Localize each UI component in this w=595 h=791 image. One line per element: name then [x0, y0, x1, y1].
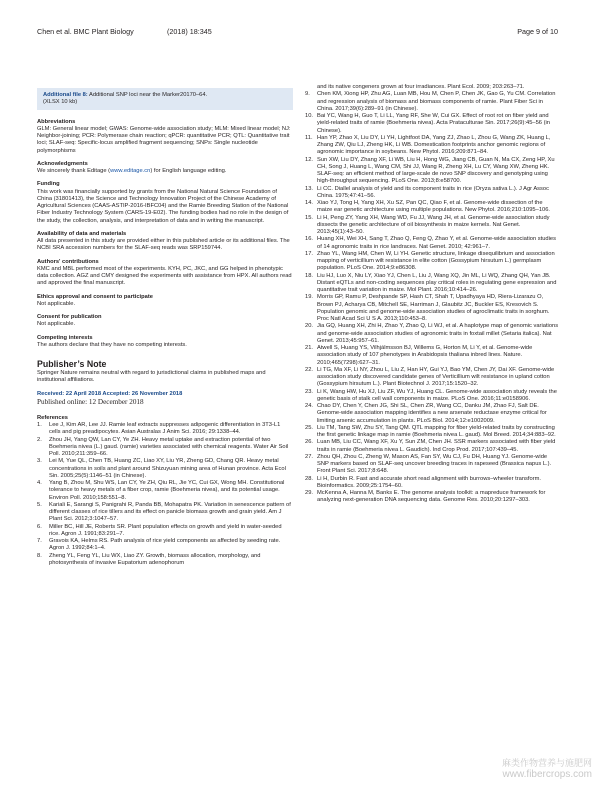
references-heading: References	[37, 414, 69, 421]
reference-item	[305, 84, 559, 91]
reference-number: 16.	[305, 236, 313, 243]
editage-link[interactable]: www.editage.cn	[110, 168, 151, 174]
reference-text: Morris GP, Ramu P, Deshpande SP, Hash CT, Shah T, Upadhyaya HD, Riera-Lizarazu O, Brown PJ, Acharya CB, Mitchell SE, Harriman J, Glaubitz JC, Buckler ES, Kresovich S. Population genomic and genome-wide association studies of agroclimatic traits in sorghum. Proc Natl Acad Sci U S A. 2013;110:453–8.	[317, 294, 550, 322]
journal-citation: Chen et al. BMC Plant Biology	[37, 27, 134, 36]
reference-item	[305, 476, 559, 491]
abbreviations-text: GLM: General linear model; GWAS: Genome-wide association study; MLM: Mixed linear model; NJ: Neighbor-joining; PCR: Polymerase chain reaction; qPCR: quantitative PCR; QTL: Quantitative trait loci; SLAF-seq: Specific-locus amplified fragment sequencing; SNPs: Single nucleotide polymorphisms	[37, 125, 291, 154]
page-number: Page 9 of 10	[517, 27, 558, 36]
reference-number: 22.	[305, 366, 313, 373]
reference-item	[305, 439, 559, 454]
reference-text: Li H, Durbin R. Fast and accurate short read alignment with burrows–wheeler transform. Bioinformatics. 2009;25:1754–60.	[317, 475, 542, 489]
reference-number: 25.	[305, 424, 313, 431]
year-article: (2018) 18:345	[167, 27, 212, 36]
reference-item	[305, 367, 559, 389]
ethics-text: Not applicable.	[37, 300, 76, 307]
site-watermark	[442, 758, 592, 788]
competing-heading: Competing interests	[37, 334, 93, 341]
consent-heading: Consent for publication	[37, 314, 102, 320]
reference-text: Chao DY, Chen Y, Chen JG, Shi SL, Chen ZR, Wang CC, Danku JM, Zhao FJ, Salt DE. Genome-wide association mapping identifies a new arsenate reductase enzyme critical for limiting arsenic accumulation in plants. PLoS Biol. 2014;12:e1002009.	[317, 403, 547, 424]
availability-text: All data presented in this study are provided either in this published article or its additional files. The NCBI SRA accession numbers for the SLAF-seq reads was SRP159744.	[37, 238, 290, 252]
reference-text: and its native congeners grown at four irradiances. Plant Ecol. 2009; 203:263–71.	[317, 84, 525, 90]
reference-number: 12.	[305, 156, 313, 163]
reference-item	[305, 403, 559, 425]
reference-text: Zhou JH, Yang QW, Lan CY, Ye ZH. Heavy metal uptake and extraction potential of two Boehmeria nivea (L.) gaud. (ramie) varieties associated with chemical reagents. Water Air Soil Poll. 2010;211:359–66.	[49, 436, 289, 457]
reference-number: 17.	[305, 250, 313, 257]
reference-number: 14.	[305, 200, 313, 206]
reference-text: Li H, Peng ZY, Yang XH, Wang WD, Fu JJ, Wang JH, et al. Genome-wide association study dissects the genetic architecture of oil biosynthesis in maize kernels. Nat Genet. 2013;45(1):43–50.	[317, 214, 550, 235]
reference-text: Zhou QH, Zhou C, Zheng W, Mason AS, Fan SY, Wu CJ, Fu DH, Huang YJ. Genome-wide SNP markers based on SLAF-seq uncover breeding traces in rapeseed (Brassica napus L.). Front Plant Sci. 2017;8:648.	[317, 453, 552, 475]
reference-number: 28.	[305, 475, 313, 482]
reference-number: 3.	[37, 458, 42, 465]
reference-item	[305, 323, 559, 345]
reference-item	[37, 538, 293, 553]
reference-text: Liu HJ, Luo X, Niu LY, Xiao YJ, Chen L, Liu J, Wang XQ, Jin ML, Li WQ, Zhang QH, Yan JB. Distant eQTLs and non-coding sequences play critical roles in regulating gene expression and quantitative trait variation in maize. Mol Plant. 2016;10:414–26.	[317, 272, 557, 293]
reference-text: Miller BC, Hill JE, Roberts SR. Plant population effects on growth and yield in water-seeded rice. Agron J. 1991;83:291–7.	[49, 523, 282, 537]
additional-file-box	[37, 88, 293, 110]
reference-text: Zheng YL, Feng YL, Liu WX, Liao ZY. Growth, biomass allocation, morphology, and photosynthesis of invasive Eupatorium adenophorum	[49, 552, 261, 566]
received-accepted-dates: Received: 22 April 2018 Accepted: 26 November 2018	[37, 390, 183, 397]
reference-item	[305, 135, 559, 157]
reference-number	[305, 84, 317, 91]
reference-item	[305, 113, 559, 135]
reference-item	[305, 490, 559, 505]
reference-text: Sun XW, Liu DY, Zhang XF, Li WB, Liu H, Hong WG, Jiang CB, Guan N, Ma CX, Zeng HP, Xu CH, Song J, Huang L, Wang CM, Shi JJ, Wang R, Zheng XH, Lu CY, Wang XW, Zheng HK. SLAF-seq: an efficient method of large-scale de novo SNP discovery and genotyping using high-throughput sequencing. PLoS One. 2013;8:e58700.	[317, 156, 555, 185]
reference-text: Bai YC, Wang H, Guo T, Li LL, Yang RF, She W, Cui GX. Effect of root rot on fiber yield and yield-related traits of ramie (Boehmeria nivea). Acta Prataculturae Sin. 2017;26(9):45–56 (in Chinese).	[317, 113, 550, 134]
reference-text: Li K, Wang HW, Hu XJ, Liu ZF, Wu YJ, Huang CL. Genome-wide association study reveals the genetic basis of stalk cell wall components in maize. PLoS One. 2016;11:e0158906.	[317, 388, 557, 402]
reference-text: Lei M, Yue QL, Chen TB, Huang ZC, Liao XY, Liu YR, Zheng GD, Chang QR. Heavy metal concentrations in soils and plant around Shizuyuan mining area of Hunan province. Acta Ecol Sin. 2005;25(5):1146–51 (in Chinese).	[49, 458, 286, 479]
reference-number: 29.	[305, 490, 313, 496]
reference-text: Gravois KA, Helms RS. Path analysis of rice yield components as affected by seeding rate. Agron J. 1992;84:1–4.	[49, 538, 281, 552]
reference-item	[305, 157, 559, 186]
acknowledgments-heading: Acknowledgments	[37, 160, 88, 167]
watermark-line1: 麻类作物营养与施肥网	[501, 758, 592, 768]
reference-number: 20.	[305, 323, 313, 330]
reference-number: 8.	[37, 552, 42, 559]
reference-item	[305, 345, 559, 367]
reference-text: Luan MB, Liu CC, Wang XF, Xu Y, Sun ZM, Chen JH. SSR markers associated with fiber yield traits in ramie (Boehmeria nivea L. Gaudich). Ind Crop Prod. 2017;107:439–45.	[317, 439, 556, 453]
reference-text: Li CC. Diallel analysis of yield and its component traits in rice (Oryza sativa L.). J Agr Assoc China. 1975;47:41–56.	[317, 185, 550, 199]
additional-file-format: (XLSX 10 kb)	[43, 99, 78, 106]
reference-number: 1.	[37, 422, 42, 428]
reference-item	[305, 425, 559, 440]
running-header	[37, 27, 558, 39]
funding-text: This work was financially supported by grants from the National Natural Science Foundation of China (31801413), the Science and Technology Innovation Project of the Chinese Academy of Agricultural Sciences (CAAS-ASTIP-2016-IBFC04) and the Ramie Breeding Station of the National Fiber Industry Technology System (CARS-19-E02). The funding bodies had no role in the design of the study, the collection, analysis, and interpretation of data and in writing the manuscript.	[37, 188, 289, 224]
contributions-text: KMC and MBL performed most of the experiments. KYH, PC, JKC, and GG helped in phenotypic data collection. AGZ and CMY designed the experiments with assistance from HPX. All authors read and approved the final manuscript.	[37, 265, 292, 287]
reference-number: 27.	[305, 453, 313, 460]
reference-number: 18.	[305, 272, 313, 279]
reference-number: 13.	[305, 185, 313, 192]
ethics-heading: Ethics approval and consent to participate	[37, 293, 153, 300]
reference-number: 21.	[305, 345, 313, 351]
reference-number: 2.	[37, 436, 42, 443]
reference-item	[37, 437, 293, 459]
reference-item	[37, 553, 293, 568]
left-column	[37, 86, 293, 567]
references-list-left	[37, 422, 293, 567]
references-list-right	[305, 84, 559, 505]
reference-text: Lee J, Kim AR, Lee JJ. Ramie leaf extracts suppresses adipogenic differentiation in 3T3-L1 cells and pig preadipocytes. Asian Australas J Anim Sci. 2016; 29:1338–44.	[49, 422, 281, 436]
reference-number: 15.	[305, 214, 313, 221]
reference-text: Zhao YL, Wang HM, Chen W, Li YH. Genetic structure, linkage disequilibrium and association mapping of verticillium wilt resistance in elite cotton (Gossypium hirsutum L.) germplasm population. PLoS One. 2014;9:e86308.	[317, 250, 555, 272]
reference-item	[37, 422, 293, 437]
reference-number: 5.	[37, 501, 42, 508]
reference-item	[305, 236, 559, 251]
contributions-heading: Authors' contributions	[37, 258, 99, 265]
additional-file-desc: Additional SNP loci near the Marker20170–64.	[87, 92, 208, 98]
reference-number: 4.	[37, 480, 42, 486]
reference-number: 11.	[305, 134, 313, 141]
publisher-note-heading: Publisher’s Note	[37, 359, 107, 369]
reference-number: 26.	[305, 439, 313, 446]
acknowledgments-text: We sincerely thank Editage (www.editage.cn) for English language editing.	[37, 168, 227, 174]
reference-text: Kariali E, Sarangi S, Panigrahi R, Panda BB, Mohapatra PK. Variation in senescence pattern of different classes of rice tillers and its effect on panicle biomass growth and grain yield. Am J Plant Sci. 2012;3:1047–57.	[49, 501, 291, 523]
published-date: Published online: 12 December 2018	[37, 397, 144, 406]
reference-text: Han YP, Zhao X, Liu DY, Li YH, Lightfoot DA, Yang ZJ, Zhao L, Zhou G, Wang ZK, Huang L, Zhang ZW, Qiu LJ, Zheng HK, Li WB. Domestication footprints anchor genomic regions of agronomic importance in soybeans. New Phytol. 2016;209:871–84.	[317, 134, 551, 156]
reference-number: 10.	[305, 113, 313, 119]
reference-text: Huang XH, Wei XH, Sang T, Zhao Q, Feng Q, Zhao Y, et al. Genome-wide association studies of 14 agronomic traits in rice landraces. Nat Genet. 2010; 42:961–7.	[317, 236, 556, 250]
reference-number: 6.	[37, 523, 42, 530]
reference-text: McKenna A, Hanna M, Banks E. The genome analysis toolkit: a mapreduce framework for analyzing next-generation DNA sequencing data. Genome Res. 2010;20:1297–303.	[317, 490, 546, 504]
publisher-note-text: Springer Nature remains neutral with regard to jurisdictional claims in published maps and institutional affiliations.	[37, 370, 266, 384]
reference-item	[305, 186, 559, 201]
reference-item	[37, 502, 293, 524]
watermark-line2: www.fibercrops.com	[502, 769, 592, 780]
funding-heading: Funding	[37, 181, 60, 188]
reference-item	[305, 200, 559, 215]
reference-item	[305, 273, 559, 295]
reference-item	[305, 454, 559, 476]
reference-item	[305, 251, 559, 273]
abbreviations-heading: Abbreviations	[37, 118, 76, 125]
availability-heading: Availability of data and materials	[37, 230, 127, 237]
competing-text: The authors declare that they have no competing interests.	[37, 341, 187, 348]
reference-item	[37, 458, 293, 480]
reference-item	[305, 294, 559, 323]
reference-item	[305, 91, 559, 113]
reference-text: Atwell S, Huang YS, Vilhjálmsson BJ, Willems G, Horton M, Li Y, et al. Genome-wide association study of 107 phenotypes in Arabidopsis thaliana inbred lines. Nature. 2010;465(7298):627–31.	[317, 345, 533, 366]
reference-text: Li TG, Ma XF, Li NY, Zhou L, Liu Z, Han HY, Gui YJ, Bao YM, Chen JY, Dai XF. Genome-wide association study discovered candidate genes of Verticillium wilt resistance in upland cotton (Gossypium hirsutum L.). Plant Biotechnol J. 2017;15:1520–32.	[317, 366, 555, 388]
reference-text: Xiao YJ, Tong H, Yang XH, Xu SZ, Pan QC, Qiao F, et al. Genome-wide dissection of the maize ear genetic architecture using multiple populations. New Phytol. 2016;210:1095–106.	[317, 200, 551, 214]
reference-text: Yang B, Zhou M, Shu WS, Lan CY, Ye ZH, Qiu RL, Jie YC, Cui GX, Wong MH. Constitutional tolerance to heavy metals of a fiber crop, ramie (Boehmeria nivea), and its potential usage. Environ Poll. 2010;158:551–8.	[49, 480, 285, 501]
reference-text: Jia GQ, Huang XH, Zhi H, Zhao Y, Zhao Q, Li WJ, et al. A haplotype map of genomic variations and genome-wide association studies of agronomic traits in foxtail millet (Setaria italica). Nat Genet. 2013;45:957–61.	[317, 323, 559, 344]
reference-number: 19.	[305, 294, 313, 301]
reference-number: 7.	[37, 538, 42, 544]
reference-item	[305, 389, 559, 404]
reference-number: 9.	[305, 91, 310, 98]
reference-number: 24.	[305, 403, 313, 409]
additional-file-link[interactable]: Additional file 8:	[43, 92, 88, 98]
right-column	[305, 84, 559, 505]
reference-number: 23.	[305, 388, 313, 395]
reference-text: Liu TM, Tang SW, Zhu SY, Tang QM. QTL mapping for fiber yield-related traits by constructing the first genetic linkage map in ramie (Boehmeria nivea L. gaud). Mol Breed. 2014;34:883–92.	[317, 424, 556, 438]
reference-item	[37, 480, 293, 502]
reference-text: Chen KM, Xiong HP, Zhu AG, Luan MB, Hou M, Chen P, Chen JK, Gao G, Yu CM. Correlation and regression analysis of biomass and biomass components of ramie. Plant Fiber Sci in China. 2017;39(6):289–91 (in Chinese).	[317, 91, 556, 112]
reference-item	[305, 215, 559, 237]
consent-text: Not applicable.	[37, 321, 76, 328]
reference-item	[37, 524, 293, 539]
